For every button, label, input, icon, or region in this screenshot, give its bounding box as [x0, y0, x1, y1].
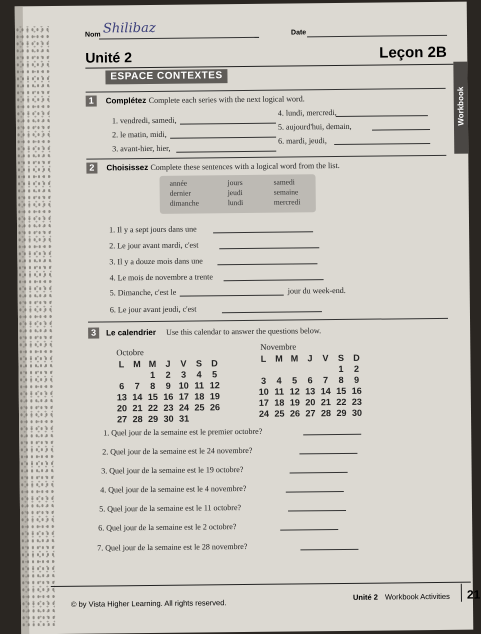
calendar-day: 3 [181, 369, 187, 380]
calendar-day: 19 [209, 391, 220, 402]
footer-divider [461, 584, 462, 602]
calendar-day: 22 [147, 402, 158, 414]
calendar-day: 30 [351, 407, 363, 418]
calendar-answer-line[interactable] [300, 549, 358, 551]
section3-instruction-bold: Le calendrier [106, 327, 157, 338]
weekday-header: D [211, 358, 218, 369]
s2-answer-2[interactable] [219, 247, 319, 249]
section3-rule [88, 318, 448, 323]
calendar-day: 19 [289, 397, 300, 408]
nom-label: Nom [84, 31, 101, 39]
calendar-question: 3. Quel jour de la semaine est le 19 octobre? [101, 465, 244, 476]
calendar-day: 20 [116, 403, 127, 414]
calendar-day: 18 [194, 391, 205, 402]
s1-answer-1[interactable] [180, 123, 276, 125]
word-bank-item: jours [227, 178, 243, 188]
section3-instruction: Use this calendar to answer the questions below. [166, 326, 322, 337]
word-bank-item: samedi [273, 177, 295, 187]
s1-answer-5[interactable] [372, 129, 430, 131]
calendar-day: 1 [338, 363, 344, 375]
s1-answer-2[interactable] [170, 137, 276, 139]
header-rule [85, 64, 453, 69]
calendar-question: 4. Quel jour de la semaine est le 4 novembre? [100, 483, 247, 495]
weekday-header: S [195, 358, 203, 369]
calendar-day: 25 [274, 408, 285, 419]
word-bank-item: année [169, 178, 188, 188]
calendar-answer-line[interactable] [303, 434, 361, 436]
s1-answer-6[interactable] [334, 143, 430, 145]
calendar-day: 11 [194, 380, 205, 391]
calendar-day: 8 [150, 380, 156, 391]
s2-item-1: 1. Il y a sept jours dans une [109, 224, 197, 235]
speckled-margin [15, 26, 55, 626]
s2-item-5: 5. Dimanche, c'est le [109, 287, 177, 298]
calendar-day: 17 [258, 397, 269, 408]
calendar-day: 5 [292, 375, 298, 386]
calendar-day: 2 [165, 369, 171, 380]
copyright-text: © by Vista Higher Learning. All rights reserved. [70, 598, 227, 609]
s2-answer-4[interactable] [224, 279, 324, 281]
calendar-day: 26 [209, 402, 220, 413]
section2-rule [86, 155, 446, 160]
s1-item-5: 5. aujourd'hui, demain, [277, 121, 352, 132]
calendar-day: 12 [289, 386, 300, 397]
calendar-day: 13 [116, 392, 127, 403]
nom-line [99, 37, 259, 40]
calendar-day: 4 [276, 375, 282, 386]
calendar-day: 22 [336, 396, 347, 408]
calendar-day: 12 [209, 380, 220, 391]
calendar-day: 9 [165, 380, 171, 391]
weekday-header: L [118, 359, 125, 370]
page-number: 21 [466, 587, 481, 602]
calendar-answer-line[interactable] [288, 510, 346, 512]
weekday-header: S [337, 352, 344, 364]
calendar-answer-line[interactable] [290, 472, 348, 474]
calendar-question: 6. Quel jour de la semaine est le 2 octobre? [98, 522, 237, 533]
section3-number: 3 [88, 328, 99, 339]
calendar-day: 5 [212, 369, 218, 380]
s2-answer-3[interactable] [217, 263, 317, 265]
s2-answer-5[interactable] [180, 295, 284, 297]
weekday-header: M [290, 353, 299, 364]
s2-item-3: 3. Il y a douze mois dans une [109, 256, 203, 267]
unit-title: Unité 2 [85, 49, 133, 66]
november-calendar [256, 353, 367, 420]
weekday-header: V [322, 353, 329, 364]
workbook-tab-label: Workbook [456, 86, 466, 126]
section1-rule [86, 88, 446, 93]
calendar-day: 17 [178, 391, 189, 402]
section1-number: 1 [86, 96, 97, 107]
weekday-header: D [353, 352, 360, 363]
weekday-header: M [275, 353, 283, 364]
footer-unit: Unité 2 [352, 592, 378, 602]
calendar-day: 6 [119, 381, 125, 392]
calendar-day: 29 [336, 407, 347, 419]
calendar-day: 11 [274, 386, 285, 397]
calendar-day: 31 [178, 413, 190, 424]
s1-item-3: 3. avant-hier, hier, [112, 143, 171, 154]
calendar-question: 2. Quel jour de la semaine est le 24 novembre? [102, 445, 253, 457]
s2-item-4: 4. Le mois de novembre a trente [109, 272, 213, 283]
nom-value[interactable]: Shilibaz [102, 20, 156, 37]
workbook-tab [453, 62, 468, 154]
calendar-day: 24 [258, 408, 270, 419]
s2-item-6: 6. Le jour avant jeudi, c'est [109, 304, 197, 315]
calendar-question: 1. Quel jour de la semaine est le premier octobre? [103, 426, 263, 438]
s2-item-5-end: jour du week-end. [287, 285, 346, 296]
date-line[interactable] [307, 35, 447, 37]
s1-item-2: 2. le matin, midi, [112, 129, 167, 140]
weekday-header: M [148, 358, 157, 369]
s1-answer-3[interactable] [176, 151, 276, 153]
calendar-day: 20 [305, 397, 316, 408]
october-calendar [114, 358, 225, 425]
s1-item-1: 1. vendredi, samedi, [111, 115, 177, 126]
calendar-day: 28 [320, 408, 332, 419]
footer-activities: Workbook Activities [384, 591, 450, 602]
section1-instruction: Complete each series with the next logical word. [148, 94, 305, 105]
calendar-day: 15 [147, 391, 158, 403]
s2-item-2: 2. Le jour avant mardi, c'est [109, 240, 199, 251]
calendar-day: 16 [351, 385, 362, 396]
weekday-header: J [165, 358, 171, 369]
calendar-day: 30 [163, 413, 174, 424]
calendar-day: 10 [178, 380, 189, 391]
footer-rule [51, 582, 471, 587]
calendar-day: 14 [320, 386, 331, 397]
calendar-question: 7. Quel jour de la semaine est le 28 novembre? [97, 541, 248, 553]
word-bank-item: jeudi [227, 188, 243, 198]
word-bank-item: mercredi [273, 197, 301, 207]
calendar-day: 6 [307, 375, 313, 386]
calendar-answer-line[interactable] [280, 529, 338, 531]
calendar-day: 23 [163, 402, 174, 413]
calendar-day: 3 [261, 375, 267, 386]
s2-answer-1[interactable] [213, 231, 313, 233]
section2-instruction: Complete these sentences with a logical word from the list. [150, 160, 340, 172]
calendar-day: 9 [354, 374, 360, 385]
s1-answer-4[interactable] [336, 115, 428, 117]
calendar-day: 15 [336, 385, 347, 397]
calendar-day: 25 [194, 402, 205, 413]
s2-answer-6[interactable] [222, 311, 322, 313]
october-title: Octobre [116, 347, 144, 358]
lesson-title: Leçon 2B [379, 43, 447, 62]
worksheet-page [15, 2, 481, 634]
section-banner: ESPACE CONTEXTES [105, 69, 227, 84]
calendar-question: 5. Quel jour de la semaine est le 11 octobre? [99, 503, 242, 514]
calendar-day: 8 [338, 374, 344, 386]
calendar-day: 27 [116, 414, 128, 425]
calendar-day: 18 [274, 397, 285, 408]
calendar-day: 7 [323, 375, 329, 386]
s1-item-4: 4. lundi, mercredi, [277, 108, 337, 118]
calendar-day: 13 [305, 386, 316, 397]
calendar-day: 27 [305, 408, 316, 419]
calendar-day: 21 [132, 403, 143, 414]
calendar-answer-line[interactable] [286, 491, 344, 493]
weekday-header: L [260, 353, 267, 364]
word-bank-item: semaine [273, 187, 299, 197]
section1-instruction-bold: Complétez [105, 96, 147, 106]
calendar-day: 2 [353, 363, 360, 374]
weekday-header: J [307, 353, 313, 364]
calendar-answer-line[interactable] [299, 453, 357, 455]
weekday-header: M [133, 359, 141, 370]
section2-instruction-bold: Choisissez [106, 162, 149, 173]
calendar-day: 24 [178, 402, 189, 413]
date-label: Date [290, 29, 307, 37]
word-bank-item: dimanche [169, 198, 199, 208]
calendar-day: 7 [134, 381, 140, 392]
calendar-day: 16 [163, 391, 174, 402]
calendar-day: 23 [351, 396, 362, 407]
calendar-day: 10 [258, 386, 269, 397]
calendar-day: 21 [320, 397, 331, 408]
s1-item-6: 6. mardi, jeudi, [278, 136, 327, 146]
calendar-day: 26 [289, 408, 301, 419]
calendar-day: 1 [150, 369, 156, 380]
november-title: Novembre [260, 341, 297, 352]
calendar-day: 28 [132, 414, 143, 425]
calendar-day: 29 [147, 413, 159, 425]
word-bank [160, 174, 316, 214]
section2-number: 2 [86, 163, 97, 174]
word-bank-item: dernier [169, 188, 191, 198]
word-bank-item: lundi [227, 198, 244, 208]
calendar-day: 4 [196, 369, 202, 380]
calendar-day: 14 [132, 392, 143, 403]
weekday-header: V [180, 358, 187, 369]
